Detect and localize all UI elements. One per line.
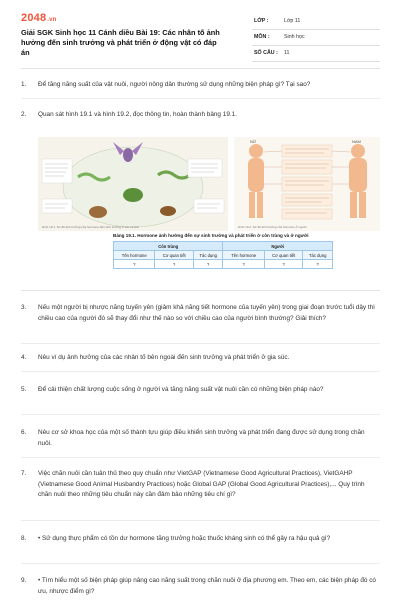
table-col-header: Tác dụng [303, 251, 333, 260]
question-item [21, 303, 380, 336]
meta-key: LỚP : [254, 18, 269, 24]
table-cell: ? [114, 260, 155, 269]
question-number: 7. [21, 470, 27, 477]
question-text: • Sử dụng thực phẩm có tồn dư hormone tăng trưởng hoặc thuốc kháng sinh có thể gây ra hậu quả gì? [38, 535, 331, 542]
label-female: NỮ [250, 139, 257, 144]
question-item [21, 80, 380, 91]
table-cell: ? [223, 260, 264, 269]
question-text: Để tăng năng suất của vật nuôi, người nông dân thường sử dụng những biện pháp gì? Tại sao? [38, 81, 311, 88]
question-item [21, 110, 380, 121]
question-item [21, 534, 380, 556]
table-col-header: Tên hormone [223, 251, 264, 260]
table-col-header: Tác dụng [193, 251, 223, 260]
page-title: Giải SGK Sinh học 11 Cánh diều Bài 19: Các nhân tố ảnh hưởng đến sinh trưởng và phát triển ở động vật có đáp án [21, 28, 220, 57]
meta-row-count [252, 46, 380, 62]
question-text: Nếu một người bị nhược năng tuyến yên (giảm khả năng tiết hormone của tuyến yên) trong giai đoạn trước tuổi dậy thì chiều cao của người đó sẽ thay đổi như thế nào so với chiều cao của người bình thường? Giải thích? [38, 304, 375, 322]
table-title: Bảng 19.1. Hormone ảnh hưởng đến sự sinh trưởng và phát triển ở côn trùng và ở người [113, 233, 309, 238]
hormone-table [113, 241, 333, 269]
question-item [21, 428, 380, 450]
question-text: Nêu ví dụ ảnh hưởng của các nhân tố bên ngoài đến sinh trưởng và phát triển ở gia súc. [38, 354, 290, 361]
table-row [114, 260, 333, 269]
table-cell: ? [193, 260, 223, 269]
question-number: 3. [21, 304, 27, 311]
question-text: Việc chăn nuôi cần tuân thủ theo quy chuẩn như VietGAP (Vietnamese Good Agricultural Practices), VietGAHP (Vietnamese Good Animal Husbandry Practices) hoặc Global GAP (Global Good Agricultural Practices),... Quy trình chăn nuôi theo những tiêu chuẩn này cần đảm bảo những tiêu chí gì? [38, 470, 365, 498]
meta-value: Sinh học [284, 34, 305, 40]
site-logo[interactable]: 2048.vn [21, 12, 57, 24]
meta-key: SỐ CÂU : [254, 50, 278, 56]
meta-row-subject [252, 30, 380, 46]
question-text: • Tìm hiểu một số biện pháp giúp nâng cao năng suất trong chăn nuôi ở địa phương em. Theo em, các biện pháp đó có ưu, nhược điểm gì? [38, 577, 376, 595]
label-male: NAM [352, 139, 361, 144]
question-number: 6. [21, 429, 27, 436]
question-item [21, 576, 380, 598]
table-group-insect: Côn trùng [114, 242, 223, 251]
question-item [21, 385, 380, 407]
human-hormone-diagram [234, 137, 380, 231]
meta-value: Lớp 11 [284, 18, 301, 24]
question-number: 1. [21, 81, 27, 88]
meta-info [252, 14, 380, 62]
question-number: 5. [21, 386, 27, 393]
question-number: 8. [21, 535, 27, 542]
section-divider [21, 290, 380, 291]
figure-hormone-diagrams [38, 137, 380, 233]
figure-caption-left: Hình 19.1. Sơ đồ ảnh hưởng của hormone đến sinh trưởng ở sâu và ếch [42, 225, 140, 229]
question-number: 2. [21, 111, 27, 118]
meta-key: MÔN : [254, 34, 270, 40]
question-number: 4. [21, 354, 27, 361]
question-item [21, 353, 380, 364]
question-item [21, 469, 380, 513]
table-col-header: Tên hormone [114, 251, 155, 260]
question-text: Nêu cơ sở khoa học của một số thành tựu giúp điều khiển sinh trưởng và phát triển đang được sử dụng trong chăn nuôi. [38, 429, 365, 447]
table-cell: ? [264, 260, 302, 269]
page-header [0, 0, 400, 62]
table-col-header: Cơ quan tiết [155, 251, 193, 260]
table-col-header: Cơ quan tiết [264, 251, 302, 260]
meta-value: 11 [284, 50, 290, 56]
insect-frog-diagram [38, 137, 228, 231]
header-divider [21, 68, 380, 69]
figure-caption-right: Hình 19.2. Sơ đồ ảnh hưởng của hormone ở người [238, 225, 307, 229]
question-text: Quan sát hình 19.1 và hình 19.2, đọc thông tin, hoàn thành bảng 19.1. [38, 111, 237, 118]
question-number: 9. [21, 577, 27, 584]
table-cell: ? [155, 260, 193, 269]
question-text: Để cải thiện chất lượng cuộc sống ở người và tăng năng suất vật nuôi cần có những biện pháp nào? [38, 386, 324, 393]
table-cell: ? [303, 260, 333, 269]
table-group-human: Người [223, 242, 333, 251]
meta-row-class [252, 14, 380, 30]
